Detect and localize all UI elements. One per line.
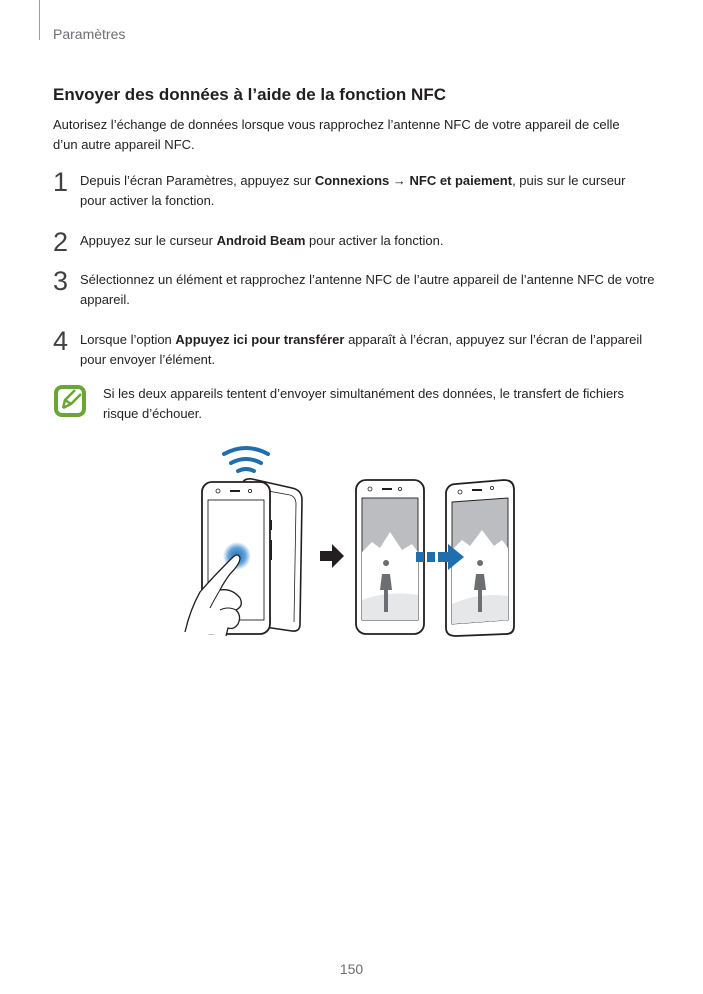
step-number: 1 xyxy=(53,167,69,197)
nfc-signal-icon xyxy=(224,448,268,471)
step-text-part: apparaît à l’écran, appuyez sur l’écran de l’appareil pour envoyer l’élément. xyxy=(80,332,643,367)
note-text: Si les deux appareils tentent d’envoyer simultanément des données, le transfert de fichiers risque d’échouer. xyxy=(103,386,625,421)
step-text xyxy=(80,171,655,211)
option-android-beam: Android Beam xyxy=(216,233,306,248)
step-text xyxy=(80,330,655,370)
section-title: Envoyer des données à l’aide de la fonction NFC xyxy=(53,85,446,104)
menu-path-nfc: NFC et paiement xyxy=(409,173,513,188)
arrow-right-icon xyxy=(320,544,344,568)
step-text-part: Lorsque l’option xyxy=(80,332,176,347)
intro-line-2: d’un autre appareil NFC. xyxy=(53,137,195,152)
header-title: Paramètres xyxy=(53,26,126,42)
step-text-part: pour activer la fonction. xyxy=(305,233,444,248)
intro-paragraph xyxy=(53,115,653,155)
menu-path-connexions: Connexions xyxy=(314,173,390,188)
step-number: 3 xyxy=(53,266,69,296)
option-tap-to-beam: Appuyez ici pour transférer xyxy=(175,332,345,347)
step-text-part: Appuyez sur le curseur xyxy=(80,233,217,248)
step-text-part: Depuis l’écran Paramètres, appuyez sur xyxy=(80,173,315,188)
page-number: 150 xyxy=(339,961,364,977)
arrow-separator: → xyxy=(389,173,410,188)
note-pencil-icon xyxy=(53,384,87,418)
step-number: 2 xyxy=(53,227,69,257)
step-text: Sélectionnez un élément et rapprochez l’antenne NFC de l’autre appareil de l’antenne NFC de votre appareil. xyxy=(80,272,655,307)
step-text-part: , puis sur le curseur pour activer la fonction. xyxy=(80,173,626,208)
step-number: 4 xyxy=(53,326,69,356)
header-rule xyxy=(39,0,40,40)
sender-phone xyxy=(356,480,424,634)
step-text xyxy=(80,231,655,251)
intro-line-1: Autorisez l’échange de données lorsque vous rapprochez l’antenne NFC de votre appareil de celle xyxy=(53,117,620,132)
nfc-transfer-illustration xyxy=(180,440,530,640)
